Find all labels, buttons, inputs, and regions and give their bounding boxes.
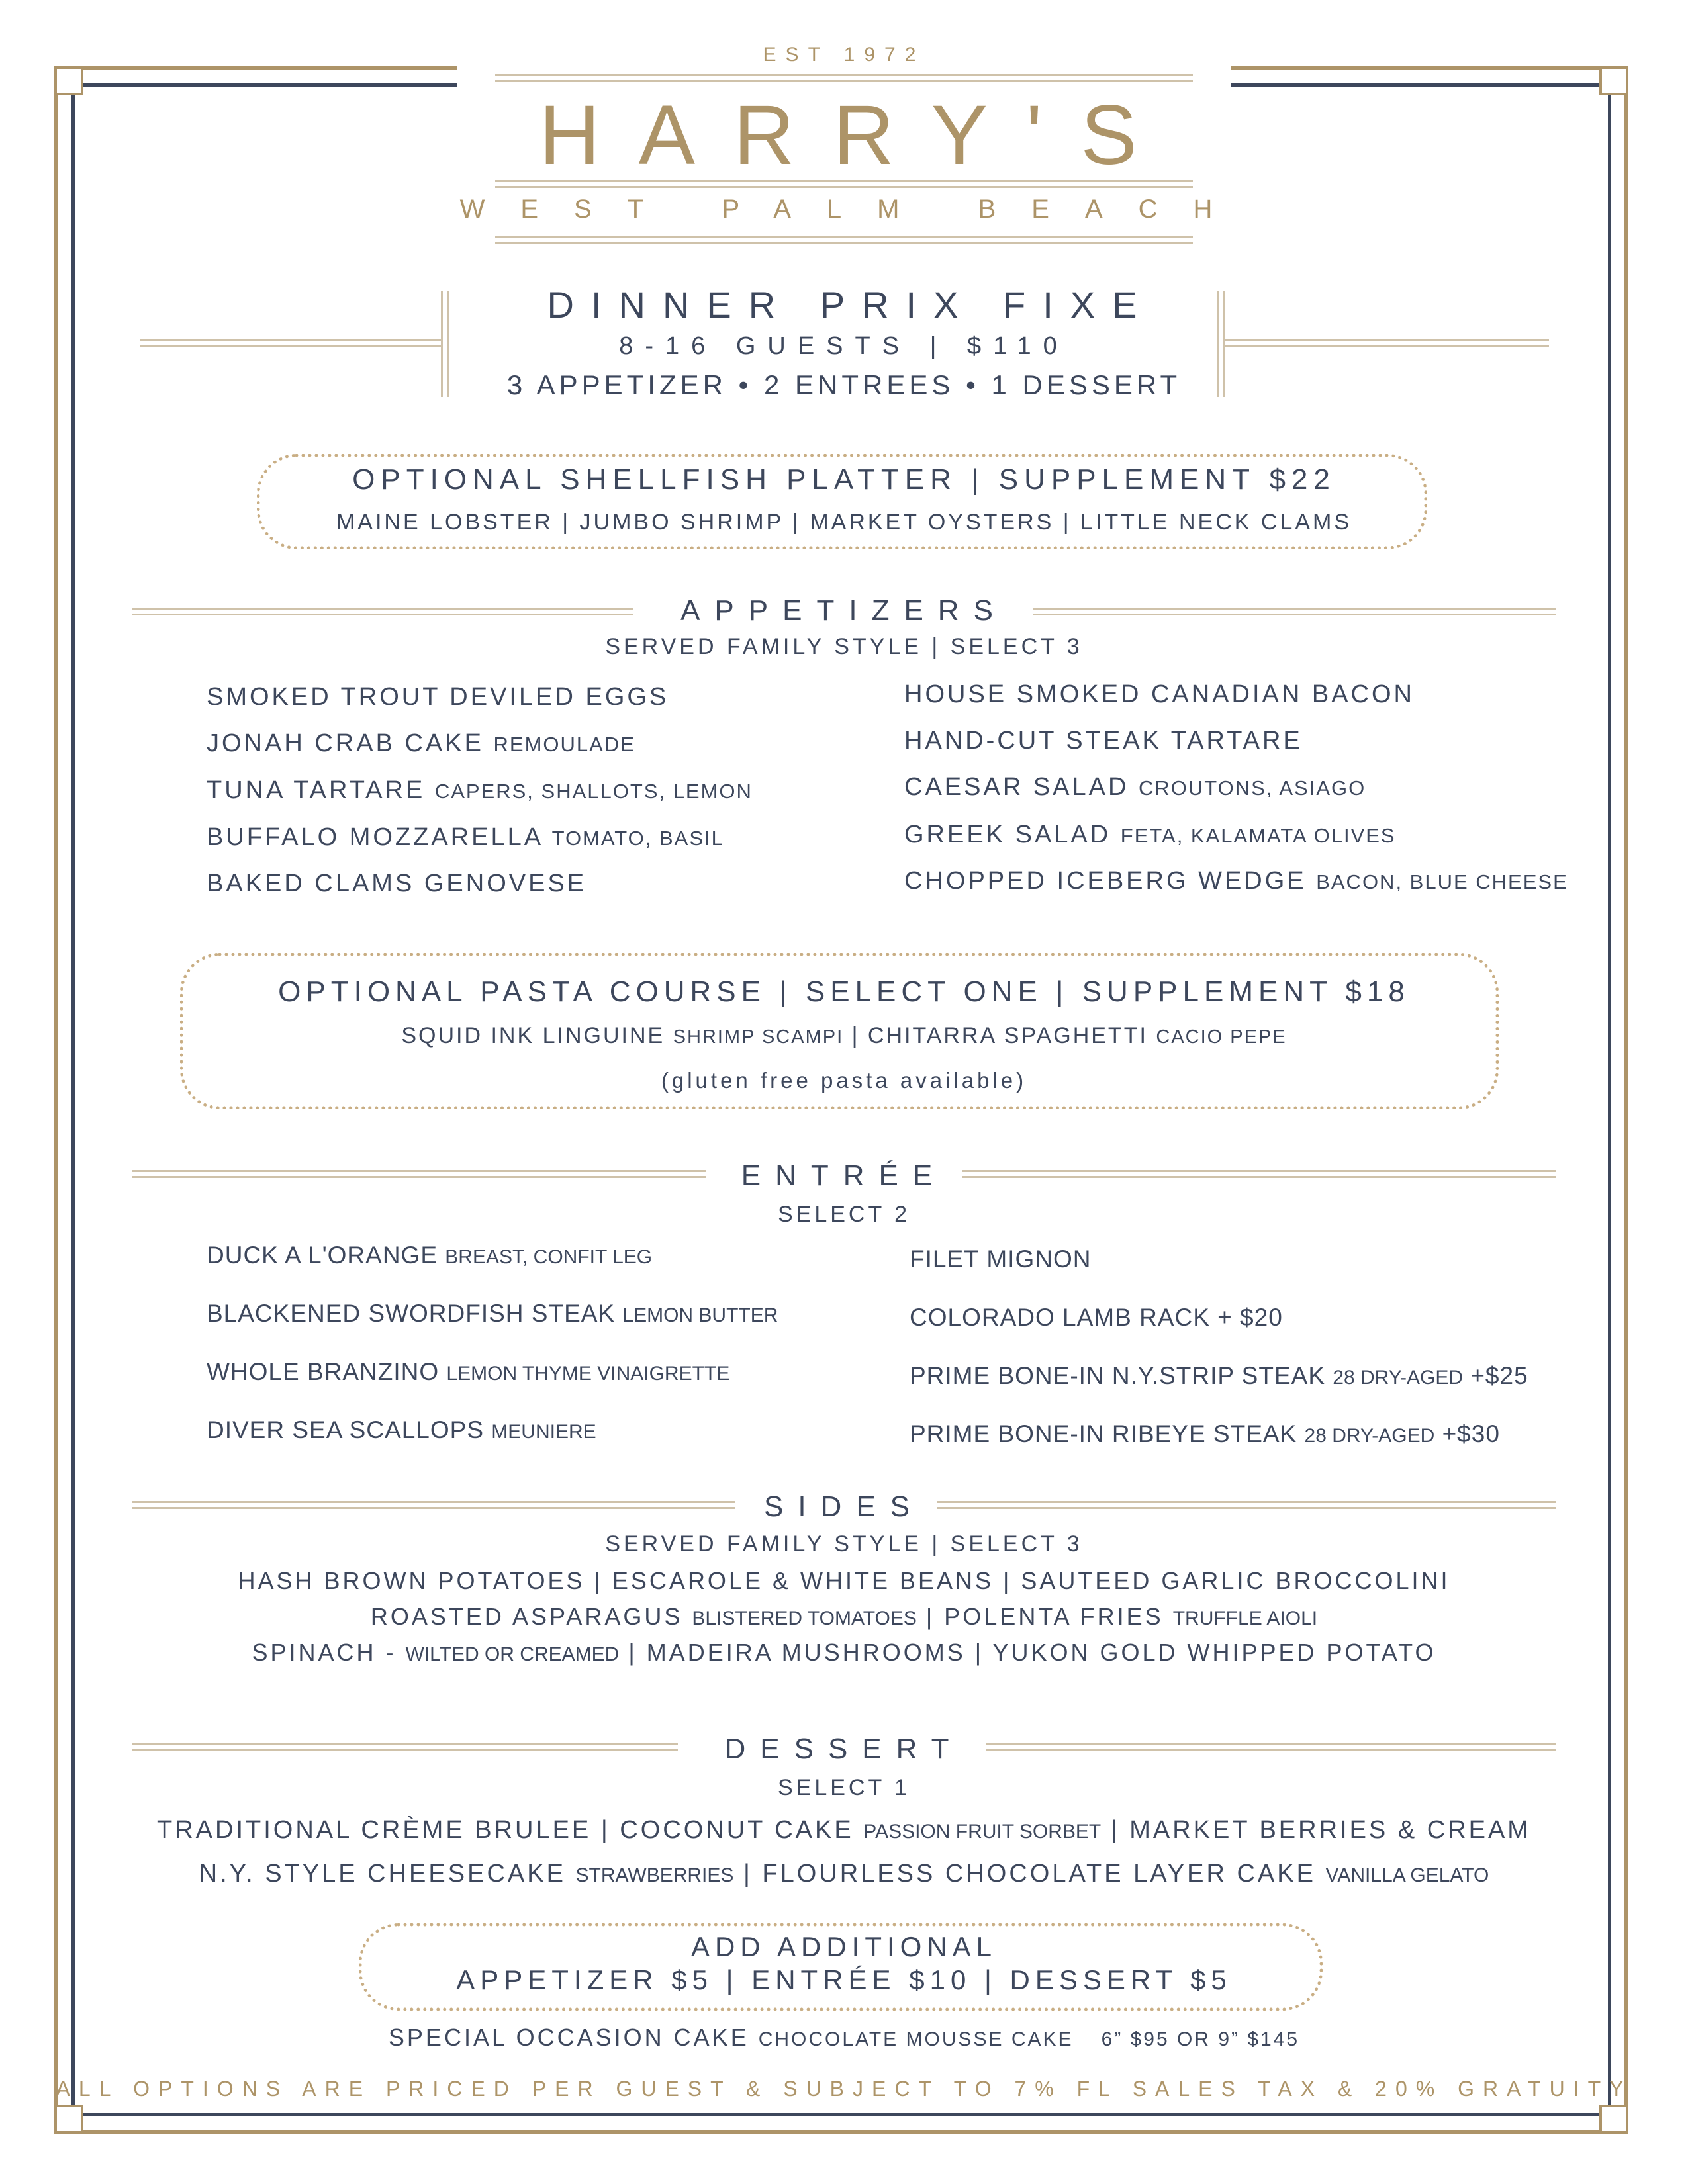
logo-rule: [495, 74, 1193, 82]
appetizers-subtitle: SERVED FAMILY STYLE | SELECT 3: [605, 634, 1083, 659]
appetizers-title: APPETIZERS: [680, 594, 1008, 627]
sides-line: HASH BROWN POTATOES | ESCAROLE & WHITE BEANS | SAUTEED GARLIC BROCCOLINI: [238, 1567, 1450, 1594]
dessert-subtitle: SELECT 1: [777, 1775, 910, 1800]
logo-rule: [495, 236, 1193, 244]
restaurant-name: HARRY'S: [539, 88, 1176, 183]
sides-title: SIDES: [763, 1490, 925, 1523]
pasta-note: (gluten free pasta available): [661, 1068, 1027, 1093]
corner-ornament: [1599, 2105, 1628, 2134]
additional-title: ADD ADDITIONAL: [690, 1931, 998, 1962]
appetizer-item: JONAH CRAB CAKE REMOULADE: [207, 729, 635, 757]
sides-subtitle: SERVED FAMILY STYLE | SELECT 3: [605, 1531, 1083, 1557]
sides-line: SPINACH - WILTED OR CREAMED | MADEIRA MUSHROOMS | YUKON GOLD WHIPPED POTATO: [252, 1639, 1436, 1666]
entree-item: WHOLE BRANZINO LEMON THYME VINAIGRETTE: [207, 1358, 730, 1385]
entree-item: DIVER SEA SCALLOPS MEUNIERE: [207, 1416, 596, 1443]
appetizer-item: BAKED CLAMS GENOVESE: [207, 870, 587, 897]
appetizer-item: SMOKED TROUT DEVILED EGGS: [207, 683, 669, 711]
corner-ornament: [54, 66, 83, 95]
pasta-items: SQUID INK LINGUINE SHRIMP SCAMPI | CHITARRA SPAGHETTI CACIO PEPE: [401, 1023, 1287, 1048]
shellfish-items: MAINE LOBSTER | JUMBO SHRIMP | MARKET OYSTERS | LITTLE NECK CLAMS: [336, 510, 1352, 535]
entree-title: ENTRÉE: [741, 1160, 947, 1192]
appetizer-item: GREEK SALAD FETA, KALAMATA OLIVES: [904, 821, 1396, 848]
dessert-line: N.Y. STYLE CHEESECAKE STRAWBERRIES | FLOURLESS CHOCOLATE LAYER CAKE VANILLA GELATO: [199, 1860, 1489, 1888]
entree-item: DUCK A L'ORANGE BREAST, CONFIT LEG: [207, 1242, 653, 1269]
guests-price: 8-16 GUESTS | $110: [619, 332, 1069, 360]
appetizer-item: TUNA TARTARE CAPERS, SHALLOTS, LEMON: [207, 776, 753, 804]
entree-item: FILET MIGNON: [910, 1246, 1092, 1273]
appetizer-item: HOUSE SMOKED CANADIAN BACON: [904, 680, 1415, 708]
special-cake: SPECIAL OCCASION CAKE CHOCOLATE MOUSSE CAKE 6” $95 OR 9” $145: [388, 2024, 1300, 2051]
appetizer-item: CHOPPED ICEBERG WEDGE BACON, BLUE CHEESE: [904, 867, 1568, 895]
appetizer-item: CAESAR SALAD CROUTONS, ASIAGO: [904, 773, 1366, 801]
appetizer-item: BUFFALO MOZZARELLA TOMATO, BASIL: [207, 823, 724, 851]
entree-subtitle: SELECT 2: [777, 1202, 910, 1227]
corner-ornament: [1599, 66, 1628, 95]
course-summary: 3 APPETIZER • 2 ENTREES • 1 DESSERT: [506, 369, 1182, 400]
entree-item: BLACKENED SWORDFISH STEAK LEMON BUTTER: [207, 1300, 778, 1327]
footer-note: ALL OPTIONS ARE PRICED PER GUEST & SUBJECT TO 7% FL SALES TAX & 20% GRATUITY: [56, 2077, 1632, 2101]
additional-prices: APPETIZER $5 | ENTRÉE $10 | DESSERT $5: [456, 1964, 1232, 1995]
appetizer-item: HAND-CUT STEAK TARTARE: [904, 727, 1303, 754]
dessert-title: DESSERT: [724, 1733, 964, 1765]
prix-fixe-title: DINNER PRIX FIXE: [547, 284, 1154, 326]
entree-item: PRIME BONE-IN RIBEYE STEAK 28 DRY-AGED +$30: [910, 1420, 1500, 1447]
dessert-line: TRADITIONAL CRÈME BRULEE | COCONUT CAKE PASSION FRUIT SORBET | MARKET BERRIES & CREAM: [157, 1816, 1531, 1844]
entree-item: COLORADO LAMB RACK + $20: [910, 1304, 1283, 1331]
shellfish-title: OPTIONAL SHELLFISH PLATTER | SUPPLEMENT $22: [352, 463, 1336, 496]
pasta-title: OPTIONAL PASTA COURSE | SELECT ONE | SUPPLEMENT $18: [278, 976, 1410, 1008]
entree-item: PRIME BONE-IN N.Y.STRIP STEAK 28 DRY-AGED +$25: [910, 1362, 1528, 1389]
corner-ornament: [54, 2105, 83, 2134]
restaurant-location: WEST PALM BEACH: [459, 195, 1248, 224]
established-year: EST 1972: [763, 44, 925, 66]
logo-rule: [495, 180, 1193, 188]
sides-line: ROASTED ASPARAGUS BLISTERED TOMATOES | POLENTA FRIES TRUFFLE AIOLI: [370, 1603, 1318, 1630]
